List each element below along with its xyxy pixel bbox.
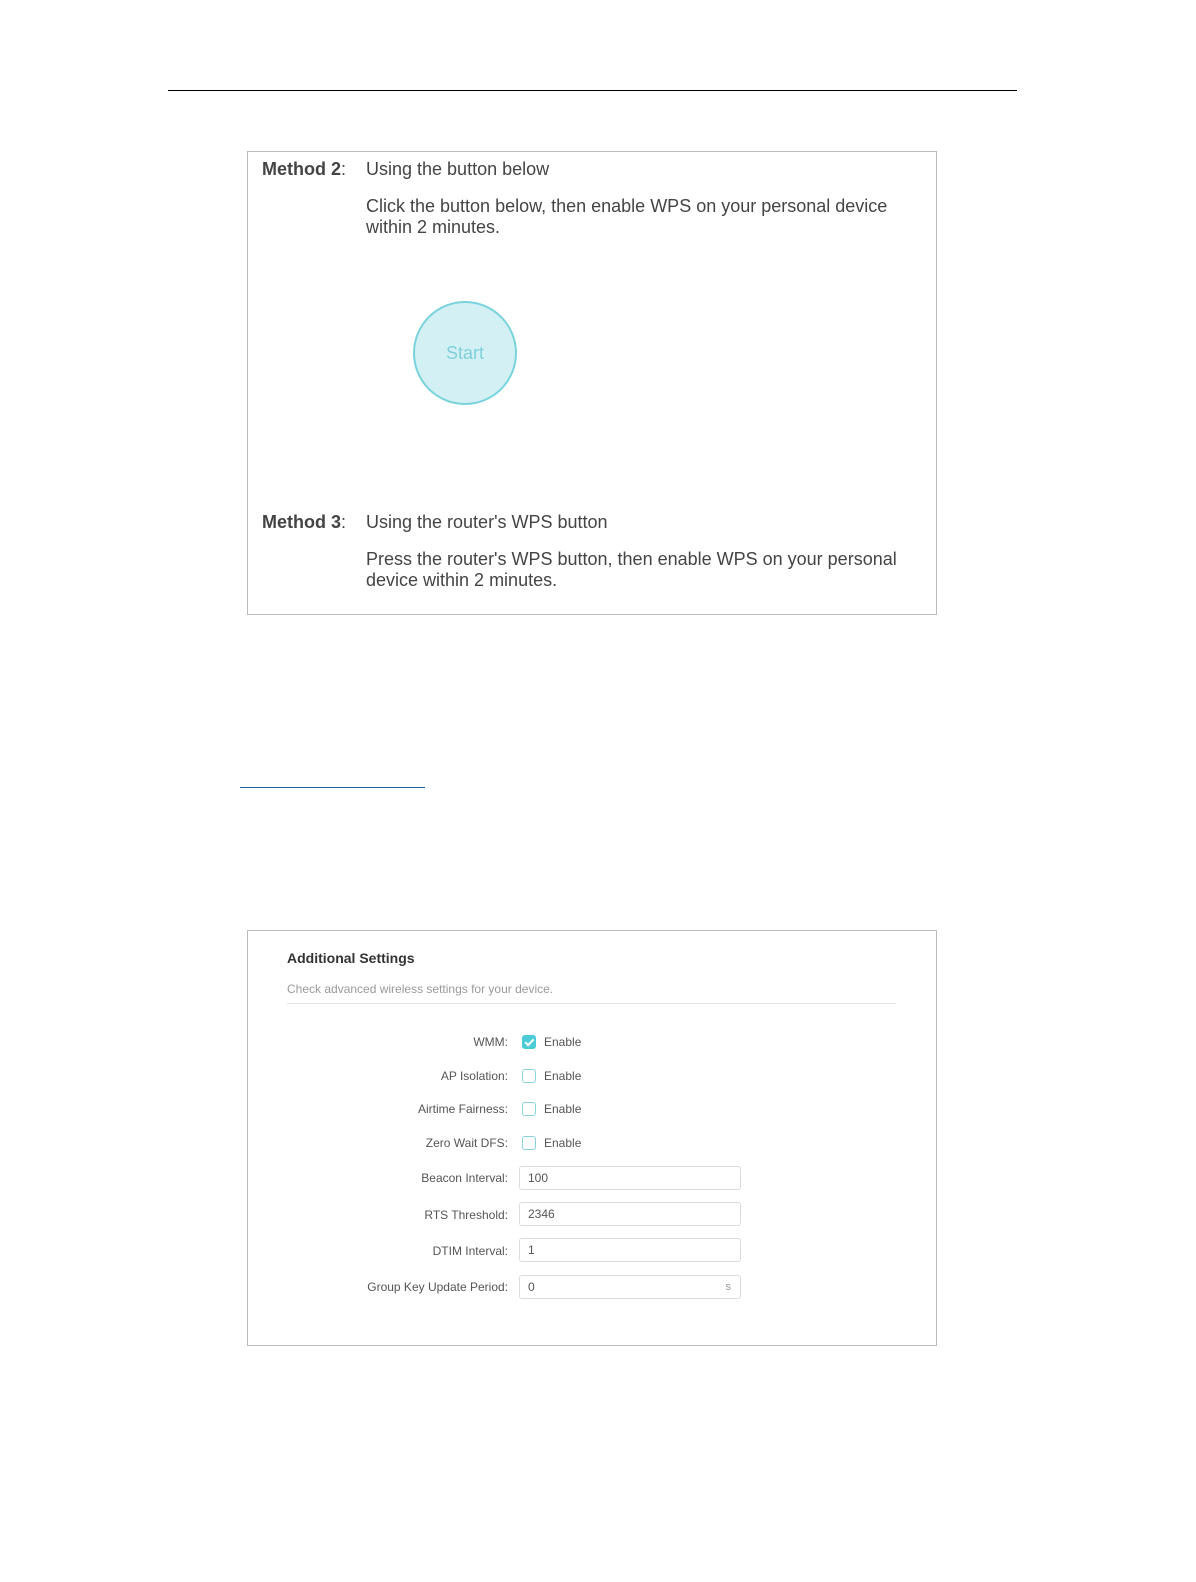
- page-header-rule: [168, 90, 1017, 91]
- zero-wait-dfs-checkbox[interactable]: [522, 1136, 536, 1150]
- settings-divider: [287, 1003, 896, 1004]
- rts-threshold-label: RTS Threshold:: [424, 1208, 508, 1222]
- ap-isolation-label: AP Isolation:: [440, 1069, 508, 1083]
- method3-description: Press the router's WPS button, then enable WPS on your personal device within 2 minutes.: [366, 549, 897, 590]
- rts-threshold-input[interactable]: [519, 1202, 741, 1226]
- group-key-update-period-value: 0: [528, 1280, 535, 1294]
- wps-start-button[interactable]: Start: [413, 301, 517, 405]
- wmm-label: WMM:: [473, 1035, 508, 1049]
- settings-subtitle: Check advanced wireless settings for your device.: [287, 982, 554, 996]
- hyperlink-underline[interactable]: [240, 787, 425, 788]
- additional-settings-panel: [247, 930, 937, 1346]
- method3-label: Method 3:: [262, 512, 347, 532]
- zero-wait-dfs-label: Zero Wait DFS:: [425, 1136, 508, 1150]
- method3-title: Using the router's WPS button: [366, 512, 608, 532]
- ap-isolation-checkbox[interactable]: [522, 1069, 536, 1083]
- dtim-interval-label: DTIM Interval:: [432, 1244, 508, 1258]
- wps-panel: [247, 151, 937, 615]
- group-key-update-period-input[interactable]: [519, 1275, 741, 1299]
- beacon-interval-input[interactable]: [519, 1166, 741, 1190]
- settings-title: Additional Settings: [287, 950, 415, 966]
- method2-label: Method 2:: [262, 159, 347, 179]
- airtime-fairness-enable-text[interactable]: Enable: [544, 1102, 582, 1116]
- zero-wait-dfs-enable-text[interactable]: Enable: [544, 1136, 582, 1150]
- group-key-update-period-label: Group Key Update Period:: [367, 1280, 508, 1294]
- wmm-enable-text[interactable]: Enable: [544, 1035, 582, 1049]
- seconds-unit: s: [725, 1281, 731, 1293]
- wmm-checkbox[interactable]: [522, 1035, 536, 1049]
- method2-title: Using the button below: [366, 159, 550, 179]
- method2-description: Click the button below, then enable WPS on your personal device within 2 minutes.: [366, 196, 888, 237]
- dtim-interval-value: 1: [528, 1243, 535, 1257]
- beacon-interval-label: Beacon Interval:: [421, 1171, 508, 1185]
- airtime-fairness-label: Airtime Fairness:: [417, 1102, 508, 1116]
- beacon-interval-value: 100: [528, 1171, 549, 1185]
- rts-threshold-value: 2346: [528, 1207, 555, 1221]
- ap-isolation-enable-text[interactable]: Enable: [544, 1069, 582, 1083]
- dtim-interval-input[interactable]: [519, 1238, 741, 1262]
- airtime-fairness-checkbox[interactable]: [522, 1102, 536, 1116]
